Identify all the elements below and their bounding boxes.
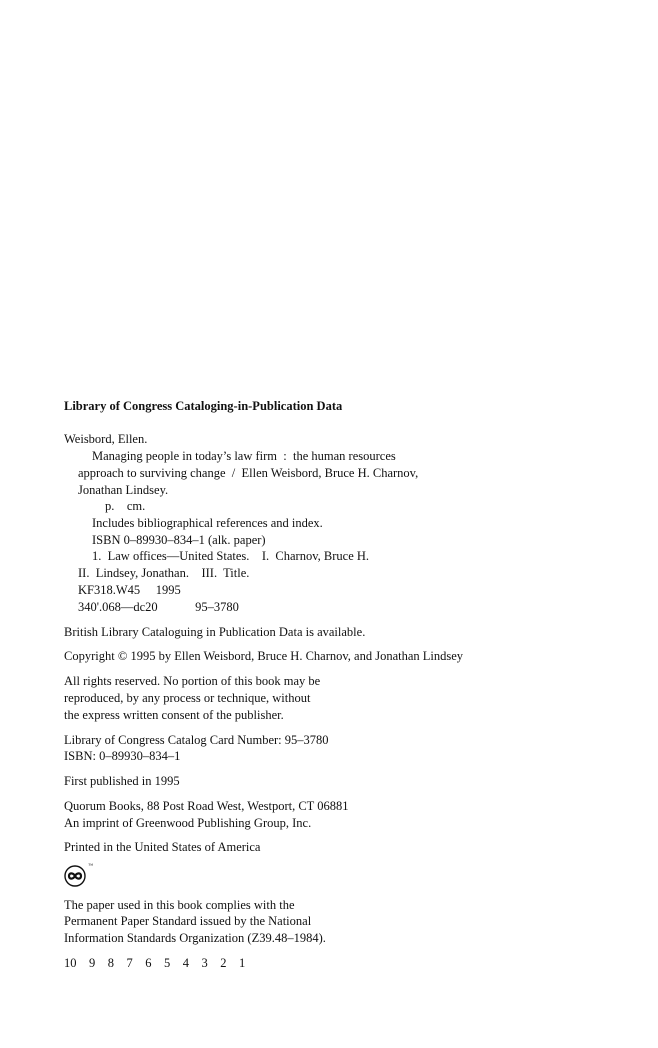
rights-line-2: reproduced, by any process or technique, without (64, 691, 311, 705)
cip-author: Weisbord, Ellen. (64, 432, 148, 446)
trademark-mark: ™ (88, 864, 93, 869)
rights-line-1: All rights reserved. No portion of this book may be (64, 674, 321, 688)
cip-title-line-1: Managing people in today’s law firm : the human resources (92, 449, 396, 463)
rights-line-3: the express written consent of the publisher. (64, 708, 284, 722)
isbn-line: ISBN: 0–89930–834–1 (64, 749, 181, 763)
cip-note: Includes bibliographical references and index. (92, 516, 323, 530)
cip-collation: p. cm. (105, 499, 146, 513)
cip-isbn: ISBN 0–89930–834–1 (alk. paper) (92, 533, 266, 547)
publisher-address: Quorum Books, 88 Post Road West, Westport, CT 06881 (64, 799, 349, 813)
printed-in: Printed in the United States of America (64, 840, 261, 854)
cip-dewey: 340'.068—dc20 95–3780 (78, 600, 239, 614)
publisher-imprint: An imprint of Greenwood Publishing Group, Inc. (64, 816, 312, 830)
paper-notice-line-1: The paper used in this book complies with the (64, 898, 295, 912)
cip-title-line-3: Jonathan Lindsey. (78, 483, 169, 497)
british-library-note: British Library Cataloguing in Publication Data is available. (64, 625, 366, 639)
cip-lc-class: KF318.W45 1995 (78, 583, 181, 597)
catalog-card-number: Library of Congress Catalog Card Number: 95–3780 (64, 733, 329, 747)
paper-notice-line-3: Information Standards Organization (Z39.48–1984). (64, 931, 326, 945)
cip-subjects-line-1: 1. Law offices—United States. I. Charnov, Bruce H. (92, 549, 370, 563)
infinity-permanent-paper-icon (64, 865, 86, 887)
first-published: First published in 1995 (64, 774, 180, 788)
printer-key-line: 10 9 8 7 6 5 4 3 2 1 (64, 956, 246, 970)
paper-notice-line-2: Permanent Paper Standard issued by the National (64, 914, 312, 928)
cip-subjects-line-2: II. Lindsey, Jonathan. III. Title. (78, 566, 250, 580)
copyright-notice: Copyright © 1995 by Ellen Weisbord, Bruce H. Charnov, and Jonathan Lindsey (64, 649, 464, 663)
cip-heading: Library of Congress Cataloging-in-Publication Data (64, 399, 343, 413)
cip-title-line-2: approach to surviving change / Ellen Weisbord, Bruce H. Charnov, (78, 466, 419, 480)
